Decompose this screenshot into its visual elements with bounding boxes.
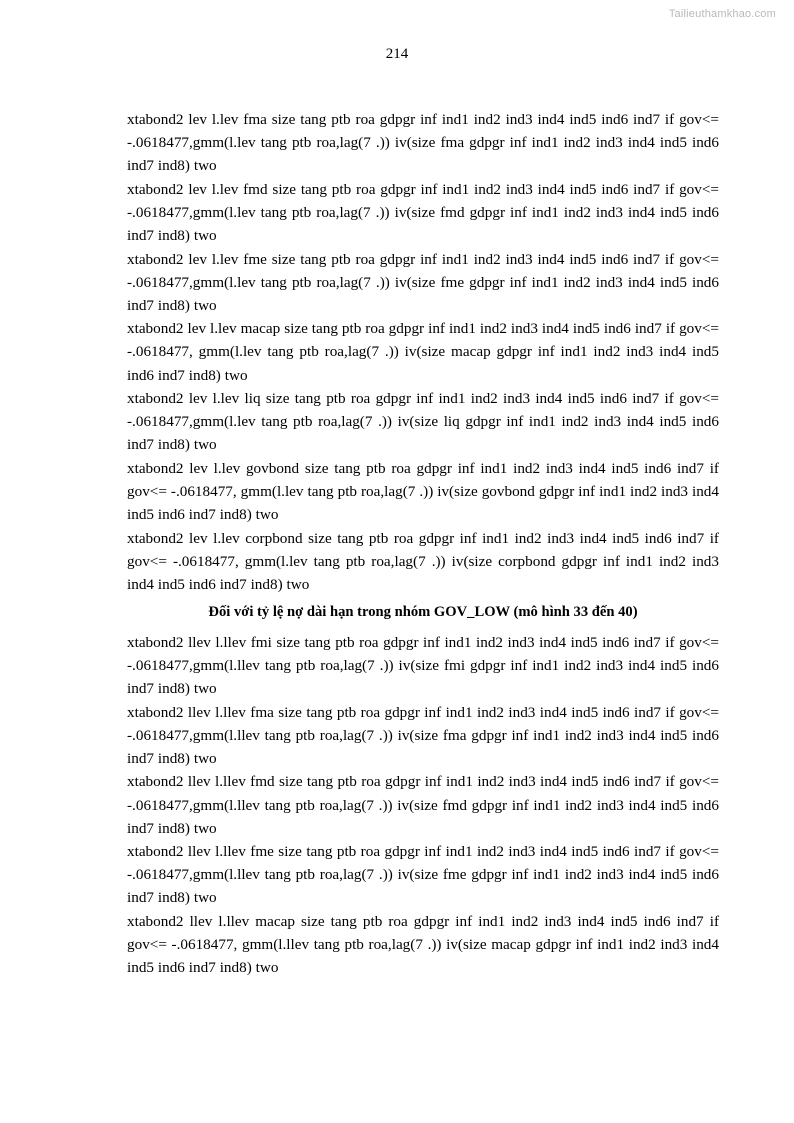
- code-paragraph: xtabond2 lev l.lev liq size tang ptb roa gdpgr inf ind1 ind2 ind3 ind4 ind5 ind6 ind7 if gov<= -.0618477,gmm(l.lev tang ptb roa,lag(7 .)) iv(size liq gdpgr inf ind1 ind2 ind3 ind4 ind5 ind6 ind7 ind8) two: [127, 390, 719, 454]
- code-paragraph: xtabond2 llev l.llev fme size tang ptb roa gdpgr inf ind1 ind2 ind3 ind4 ind5 ind6 ind7 if gov<= -.0618477,gmm(l.llev tang ptb roa,lag(7 .)) iv(size fme gdpgr inf ind1 ind2 ind3 ind4 ind5 ind6 ind7 ind8) two: [127, 843, 719, 907]
- code-paragraph: xtabond2 lev l.lev fme size tang ptb roa gdpgr inf ind1 ind2 ind3 ind4 ind5 ind6 ind7 if gov<= -.0618477,gmm(l.lev tang ptb roa,lag(7 .)) iv(size fme gdpgr inf ind1 ind2 ind3 ind4 ind5 ind6 ind7 ind8) two: [127, 250, 719, 314]
- code-paragraph: xtabond2 llev l.llev macap size tang ptb roa gdpgr inf ind1 ind2 ind3 ind4 ind5 ind6 ind7 if gov<= -.0618477, gmm(l.llev tang ptb roa,lag(7 .)) iv(size macap gdpgr inf ind1 ind2 ind3 ind4 ind5 ind6 ind7 ind8) two: [127, 912, 719, 977]
- page-content: [127, 108, 719, 980]
- code-paragraph: xtabond2 llev l.llev fmi size tang ptb roa gdpgr inf ind1 ind2 ind3 ind4 ind5 ind6 ind7 if gov<= -.0618477,gmm(l.llev tang ptb roa,lag(7 .)) iv(size fmi gdpgr inf ind1 ind2 ind3 ind4 ind5 ind6 ind7 ind8) two: [127, 633, 719, 698]
- site-watermark: Tailieuthamkhao.com: [668, 8, 776, 20]
- code-paragraph: xtabond2 llev l.llev fma size tang ptb roa gdpgr inf ind1 ind2 ind3 ind4 ind5 ind6 ind7 if gov<= -.0618477,gmm(l.llev tang ptb roa,lag(7 .)) iv(size fma gdpgr inf ind1 ind2 ind3 ind4 ind5 ind6 ind7 ind8) two: [127, 703, 719, 767]
- code-paragraph: xtabond2 llev l.llev fmd size tang ptb roa gdpgr inf ind1 ind2 ind3 ind4 ind5 ind6 ind7 if gov<= -.0618477,gmm(l.llev tang ptb roa,lag(7 .)) iv(size fmd gdpgr inf ind1 ind2 ind3 ind4 ind5 ind6 ind7 ind8) two: [127, 773, 719, 837]
- code-paragraph: xtabond2 lev l.lev corpbond size tang ptb roa gdpgr inf ind1 ind2 ind3 ind4 ind5 ind6 ind7 if gov<= -.0618477, gmm(l.lev tang ptb roa,lag(7 .)) iv(size corpbond gdpgr inf ind1 ind2 ind3 ind4 ind5 ind6 ind7 ind8) two: [127, 529, 719, 593]
- code-paragraph: xtabond2 lev l.lev fmd size tang ptb roa gdpgr inf ind1 ind2 ind3 ind4 ind5 ind6 ind7 if gov<= -.0618477,gmm(l.lev tang ptb roa,lag(7 .)) iv(size fmd gdpgr inf ind1 ind2 ind3 ind4 ind5 ind6 ind7 ind8) two: [127, 180, 719, 244]
- section-heading: Đối với tỷ lệ nợ dài hạn trong nhóm GOV_LOW (mô hình 33 đến 40): [208, 603, 638, 620]
- code-paragraph: xtabond2 lev l.lev govbond size tang ptb roa gdpgr inf ind1 ind2 ind3 ind4 ind5 ind6 ind7 if gov<= -.0618477, gmm(l.lev tang ptb roa,lag(7 .)) iv(size govbond gdpgr inf ind1 ind2 ind3 ind4 ind5 ind6 ind7 ind8) two: [127, 459, 719, 524]
- page-number: 214: [385, 46, 409, 62]
- code-paragraph: xtabond2 lev l.lev fma size tang ptb roa gdpgr inf ind1 ind2 ind3 ind4 ind5 ind6 ind7 if gov<= -.0618477,gmm(l.lev tang ptb roa,lag(7 .)) iv(size fma gdpgr inf ind1 ind2 ind3 ind4 ind5 ind6 ind7 ind8) two: [127, 111, 719, 175]
- code-paragraph: xtabond2 lev l.lev macap size tang ptb roa gdpgr inf ind1 ind2 ind3 ind4 ind5 ind6 ind7 if gov<= -.0618477, gmm(l.lev tang ptb roa,lag(7 .)) iv(size macap gdpgr inf ind1 ind2 ind3 ind4 ind5 ind6 ind7 ind8) two: [127, 320, 719, 384]
